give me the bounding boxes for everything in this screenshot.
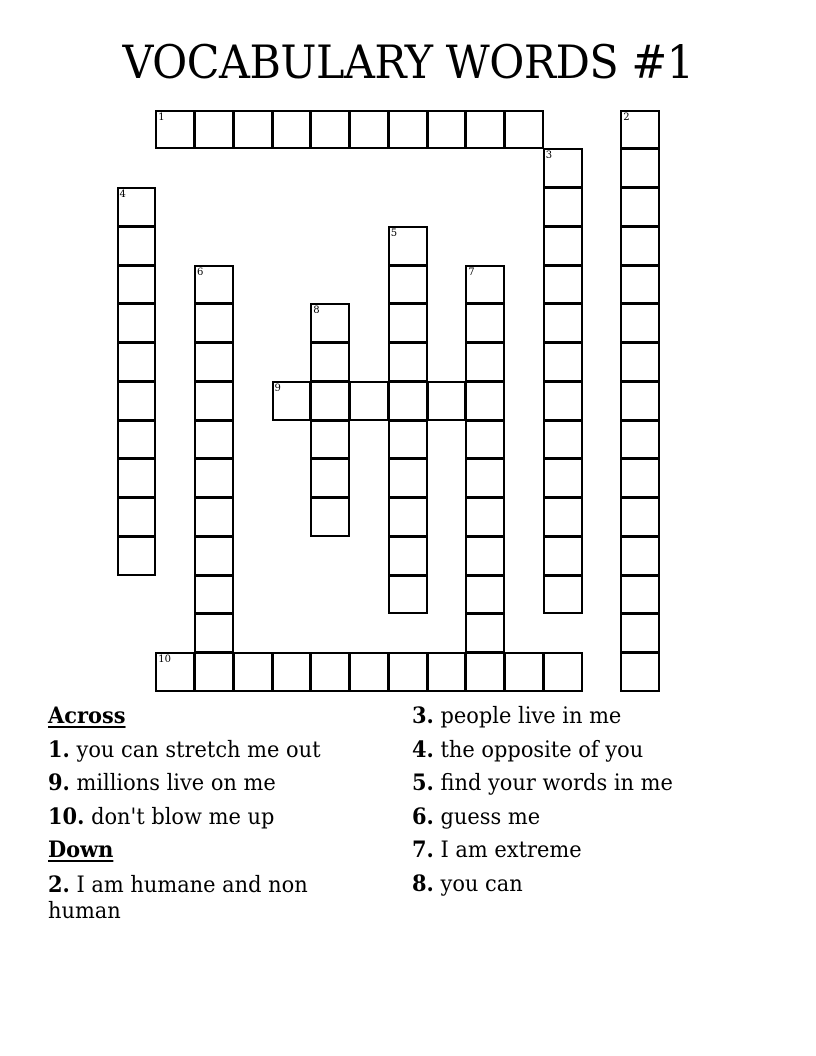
clue-text: you can: [433, 870, 523, 897]
grid-cell[interactable]: [465, 303, 505, 343]
grid-cell[interactable]: [465, 265, 505, 305]
grid-cell[interactable]: [194, 342, 234, 382]
grid-cell[interactable]: [155, 110, 195, 150]
clue-number: 1.: [48, 736, 70, 763]
grid-cell[interactable]: [194, 420, 234, 460]
grid-cell[interactable]: [543, 497, 583, 537]
grid-cell[interactable]: [620, 613, 660, 653]
crossword-grid: [118, 111, 661, 693]
grid-cell[interactable]: [543, 458, 583, 498]
grid-cell[interactable]: [620, 652, 660, 692]
grid-cell[interactable]: [543, 303, 583, 343]
clue-number: 6.: [412, 803, 434, 830]
grid-cell[interactable]: [465, 575, 505, 615]
clue-text: I am humane and non human: [48, 871, 308, 924]
grid-cell[interactable]: [194, 613, 234, 653]
grid-cell[interactable]: [620, 497, 660, 537]
grid-cell[interactable]: [388, 342, 428, 382]
clue-text: I am extreme: [433, 837, 582, 863]
grid-cell[interactable]: [543, 187, 583, 227]
grid-cell[interactable]: [117, 226, 157, 266]
grid-cell[interactable]: [543, 148, 583, 188]
grid-cell[interactable]: [155, 652, 195, 692]
grid-cell[interactable]: [310, 342, 350, 382]
grid-cell[interactable]: [620, 303, 660, 343]
clue-text: don't blow me up: [84, 803, 275, 830]
cell-number: 2: [623, 111, 630, 123]
clue-number: 4.: [412, 736, 434, 763]
cell-number: 5: [390, 227, 398, 239]
clue-text: you can stretch me out: [69, 736, 321, 763]
grid-cell[interactable]: [543, 652, 583, 692]
grid-cell[interactable]: [117, 420, 157, 460]
grid-cell[interactable]: [543, 226, 583, 266]
puzzle-title: VOCABULARY WORDS #1: [122, 35, 694, 89]
grid-cell[interactable]: [465, 497, 505, 537]
grid-cell[interactable]: [310, 497, 350, 537]
cell-number: 4: [119, 189, 126, 200]
clue-text: millions live on me: [69, 770, 276, 796]
grid-cell[interactable]: [543, 420, 583, 460]
clue-across-9: [48, 767, 374, 801]
grid-cell[interactable]: [465, 613, 505, 653]
grid-cell[interactable]: [233, 652, 273, 692]
clue-across-10: [48, 801, 374, 835]
grid-cell[interactable]: [194, 265, 234, 305]
clues-right-column: [412, 700, 765, 901]
grid-cell[interactable]: [349, 110, 389, 150]
grid-cell[interactable]: [117, 536, 157, 576]
clue-number: 2.: [48, 871, 70, 898]
grid-cell[interactable]: [543, 536, 583, 576]
clue-text: find your words in me: [433, 770, 673, 796]
grid-cell[interactable]: [543, 381, 583, 421]
grid-cell[interactable]: [310, 458, 350, 498]
clue-text: guess me: [433, 803, 541, 830]
grid-cell[interactable]: [620, 536, 660, 576]
grid-cell[interactable]: [388, 652, 428, 692]
clue-down-2: [48, 868, 374, 924]
grid-cell[interactable]: [465, 342, 505, 382]
grid-cell[interactable]: [117, 342, 157, 382]
grid-cell[interactable]: [543, 575, 583, 615]
grid-cell[interactable]: [310, 420, 350, 460]
grid-cell[interactable]: [117, 458, 157, 498]
grid-cell[interactable]: [310, 381, 350, 421]
grid-cell[interactable]: [620, 110, 660, 150]
grid-cell[interactable]: [194, 458, 234, 498]
grid-cell[interactable]: [117, 303, 157, 343]
grid-cell[interactable]: [117, 381, 157, 421]
clue-number: 8.: [412, 870, 434, 897]
grid-cell[interactable]: [310, 303, 350, 343]
cell-number: 10: [158, 654, 171, 665]
grid-cell[interactable]: [620, 187, 660, 227]
grid-cell[interactable]: [388, 497, 428, 537]
clue-number: 5.: [412, 770, 434, 796]
down-heading: Down: [48, 837, 114, 863]
clue-down-8: [412, 868, 765, 902]
grid-cell[interactable]: [427, 110, 467, 150]
grid-cell[interactable]: [388, 381, 428, 421]
cell-number: 6: [197, 266, 204, 278]
grid-cell[interactable]: [504, 110, 544, 150]
grid-cell[interactable]: [310, 652, 350, 692]
grid-cell[interactable]: [194, 303, 234, 343]
cell-number: 7: [468, 266, 475, 278]
grid-cell[interactable]: [194, 652, 234, 692]
cell-number: 9: [274, 382, 281, 394]
grid-cell[interactable]: [388, 303, 428, 343]
grid-cell[interactable]: [272, 381, 312, 421]
grid-cell[interactable]: [194, 575, 234, 615]
grid-cell[interactable]: [465, 652, 505, 692]
grid-cell[interactable]: [388, 226, 428, 266]
grid-cell[interactable]: [465, 381, 505, 421]
grid-cell[interactable]: [272, 110, 312, 150]
clue-number: 10.: [48, 803, 85, 830]
grid-cell[interactable]: [388, 575, 428, 615]
grid-cell[interactable]: [620, 342, 660, 382]
clue-text: the opposite of you: [433, 736, 644, 763]
cell-number: 8: [313, 305, 320, 317]
grid-cell[interactable]: [349, 652, 389, 692]
grid-cell[interactable]: [117, 187, 157, 227]
grid-cell[interactable]: [465, 110, 505, 150]
grid-cell[interactable]: [388, 265, 428, 305]
grid-cell[interactable]: [465, 458, 505, 498]
grid-cell[interactable]: [194, 497, 234, 537]
clue-down-6: [412, 801, 765, 835]
grid-cell[interactable]: [194, 381, 234, 421]
grid-cell[interactable]: [117, 265, 157, 305]
grid-cell[interactable]: [388, 420, 428, 460]
clue-number: 7.: [412, 837, 434, 863]
clue-number: 3.: [412, 703, 434, 729]
clue-down-3: [412, 700, 765, 734]
grid-cell[interactable]: [543, 342, 583, 382]
across-heading: Across: [48, 703, 126, 729]
grid-cell[interactable]: [620, 420, 660, 460]
clue-text: people live in me: [433, 703, 622, 729]
grid-cell[interactable]: [620, 226, 660, 266]
grid-cell[interactable]: [388, 458, 428, 498]
clue-down-7: [412, 834, 765, 868]
grid-cell[interactable]: [388, 110, 428, 150]
clue-down-4: [412, 734, 765, 768]
grid-cell[interactable]: [233, 110, 273, 150]
grid-cell[interactable]: [194, 536, 234, 576]
grid-cell[interactable]: [388, 536, 428, 576]
grid-cell[interactable]: [310, 110, 350, 150]
grid-cell[interactable]: [465, 420, 505, 460]
grid-cell[interactable]: [465, 536, 505, 576]
grid-cell[interactable]: [117, 497, 157, 537]
grid-cell[interactable]: [272, 652, 312, 692]
grid-cell[interactable]: [620, 575, 660, 615]
grid-cell[interactable]: [427, 381, 467, 421]
cell-number: 1: [158, 111, 165, 123]
grid-cell[interactable]: [427, 652, 467, 692]
grid-cell[interactable]: [349, 381, 389, 421]
grid-cell[interactable]: [504, 652, 544, 692]
clues-left-column: [48, 700, 374, 924]
grid-cell[interactable]: [620, 265, 660, 305]
cell-number: 3: [545, 150, 553, 162]
clue-number: 9.: [48, 770, 70, 796]
clue-across-1: [48, 734, 374, 768]
clue-down-5: [412, 767, 765, 801]
grid-cell[interactable]: [620, 458, 660, 498]
grid-cell[interactable]: [620, 381, 660, 421]
grid-cell[interactable]: [543, 265, 583, 305]
grid-cell[interactable]: [194, 110, 234, 150]
grid-cell[interactable]: [620, 148, 660, 188]
